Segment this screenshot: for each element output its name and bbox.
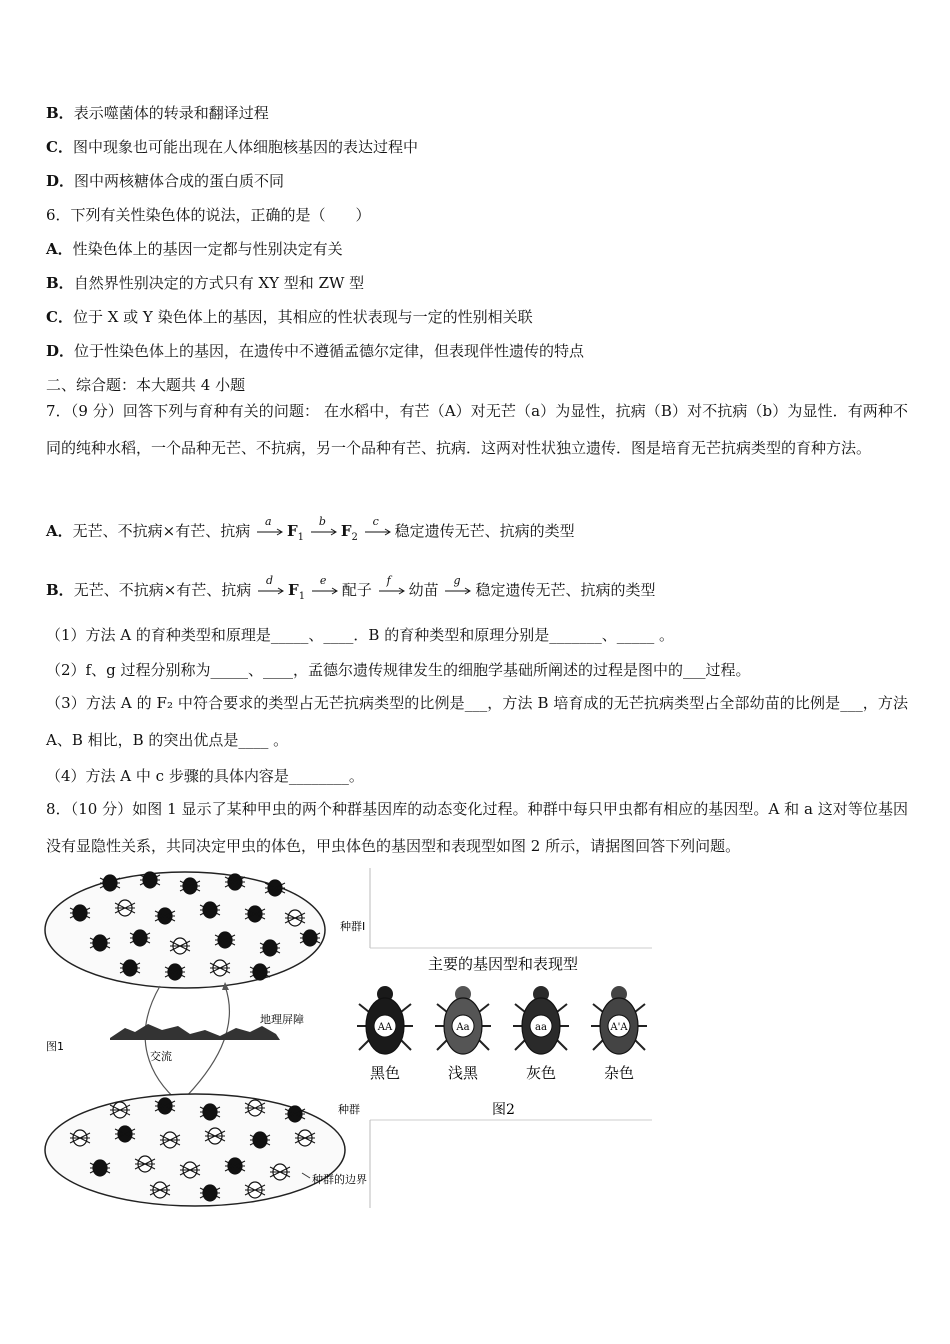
q7-sub1: （1）方法 A 的育种类型和原理是_____、____．B 的育种类型和原理分别是_______、_____ 。	[46, 626, 674, 644]
arrow-f: f	[379, 583, 407, 599]
beetle-genotype: A'A	[610, 1022, 628, 1033]
beetle-genotype: aa	[535, 1022, 547, 1033]
q6-option-b: B．自然界性别决定的方式只有 XY 型和 ZW 型	[46, 274, 365, 292]
q7-sub3: （3）方法 A 的 F₂ 中符合要求的类型占无芒抗病类型的比例是___，方法 B 培育成的无芒抗病类型占全部幼苗的比例是___，方法 A、B 相比，B 的突出优点是____ 。	[46, 694, 908, 749]
figure2-label: 图2	[492, 1102, 515, 1118]
q7-method-b: B．无芒、不抗病×有芒、抗病 d $F_1$ e 配子 f 幼苗 g 稳定遗传无芒、抗病的类型	[46, 574, 656, 602]
figure-area	[40, 868, 660, 1213]
exchange-label: 交流	[150, 1050, 172, 1063]
beetle-phenotype: 灰色	[525, 1064, 557, 1082]
boundary-label: 种群的边界	[312, 1173, 367, 1186]
q8-stem: 8．（10 分）如图 1 显示了某种甲虫的两个种群基因库的动态变化过程。种群中每只甲虫都有相应的基因型。A 和 a 这对等位基因没有显隐性关系，共同决定甲虫的体色，甲虫体色的基因型和表现型如图 2 所示，请据图回答下列问题。	[46, 800, 909, 855]
beetle-icon	[513, 986, 569, 1054]
beetle-genotype: AA	[377, 1022, 393, 1033]
population-1-label: 种群Ⅰ	[340, 920, 366, 933]
q6-stem: 6．下列有关性染色体的说法，正确的是（ ）	[46, 206, 371, 224]
q7-stem: 7．（9 分）回答下列与育种有关的问题： 在水稻中，有芒（A）对无芒（a）为显性，抗病（B）对不抗病（b）为显性．有两种不同的纯种水稻，一个品种无芒、不抗病，另一个品种有芒、抗病．这两对性状独立遗传．图是培育无芒抗病类型的育种方法。	[46, 402, 908, 457]
q6-option-a: A．性染色体上的基因一定都与性别决定有关	[46, 240, 343, 258]
figure2-title: 主要的基因型和表现型	[428, 955, 579, 973]
q7-sub2: （2）f、g 过程分别称为_____、____，孟德尔遗传规律发生的细胞学基础所阐述的过程是图中的___过程。	[46, 661, 751, 679]
beetle-genotype: Aa	[456, 1022, 470, 1033]
beetle-icon	[357, 986, 413, 1054]
arrow-d: d	[258, 583, 286, 599]
q5-option-c: C．图中现象也可能出现在人体细胞核基因的表达过程中	[46, 138, 418, 156]
population-2-label: 种群	[338, 1103, 360, 1116]
arrow-a: a	[257, 524, 285, 540]
q5-option-d: D．图中两核糖体合成的蛋白质不同	[46, 172, 285, 190]
q7-sub4: （4）方法 A 中 c 步骤的具体内容是________。	[46, 767, 364, 785]
q6-option-c: C．位于 X 或 Y 染色体上的基因，其相应的性状表现与一定的性别相关联	[46, 308, 533, 326]
arrow-e: e	[312, 583, 340, 599]
figure1-label: 图1	[46, 1040, 64, 1053]
figure-svg	[40, 868, 660, 1213]
q5-option-b: B．表示噬菌体的转录和翻译过程	[46, 104, 269, 122]
beetle-phenotype: 杂色	[603, 1064, 635, 1082]
figure2-beetles	[357, 986, 647, 1082]
section-title: 二、综合题：本大题共 4 小题	[46, 376, 246, 394]
exchange-arrow-up	[180, 986, 229, 1103]
beetle-phenotype: 浅黑	[447, 1064, 479, 1082]
geographic-barrier	[110, 1024, 280, 1040]
beetle-icon	[435, 986, 491, 1054]
exchange-arrow-down	[145, 986, 180, 1103]
barrier-label: 地理屏障	[260, 1013, 304, 1026]
arrow-b: b	[311, 524, 339, 540]
arrow-c: c	[365, 524, 393, 540]
q6-option-d: D．位于性染色体上的基因，在遗传中不遵循孟德尔定律，但表现伴性遗传的特点	[46, 342, 585, 360]
q7-method-a: A．无芒、不抗病×有芒、抗病 a $F_1$ b $F_2$ c 稳定遗传无芒、抗病的类型	[46, 515, 575, 543]
beetle-icon	[591, 986, 647, 1054]
arrow-g: g	[445, 583, 473, 599]
beetle-phenotype: 黑色	[369, 1064, 401, 1082]
